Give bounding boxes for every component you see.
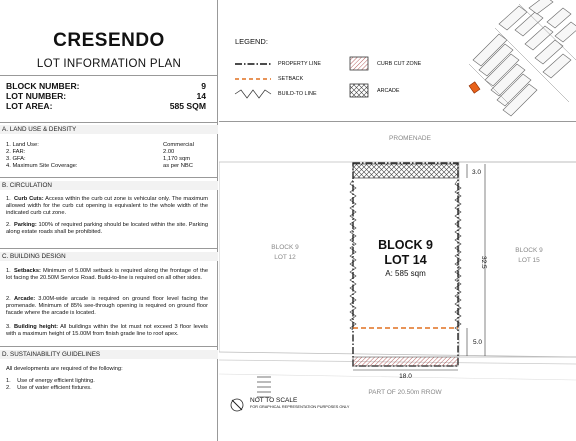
north-arrow-icon <box>231 399 243 411</box>
subject-lot-label: LOT 14 <box>384 253 427 267</box>
arcade-swatch <box>350 84 368 97</box>
sustainability-item: 2. Use of water efficient fixtures. <box>6 385 92 391</box>
key-map <box>459 0 576 122</box>
section-heading-building-design: C. BUILDING DESIGN <box>0 252 218 261</box>
site-coverage-row: 4. Maximum Site Coverage: as per NBC <box>6 163 193 169</box>
summary-lot-area: LOT AREA: 585 SQM <box>6 101 206 111</box>
lot-12-block: BLOCK 9 <box>271 244 299 251</box>
lot-15-label: LOT 15 <box>518 257 540 264</box>
divider <box>0 122 218 123</box>
legend-property-line: PROPERTY LINE <box>278 61 321 67</box>
legend-symbols <box>219 0 459 122</box>
land-use-row: 1. Land Use: Commercial <box>6 142 194 148</box>
divider <box>0 248 218 249</box>
section-heading-circulation: B. CIRCULATION <box>0 181 218 190</box>
legend-title: LEGEND: <box>235 37 268 46</box>
divider <box>0 75 218 76</box>
curb-cut-zone <box>353 357 458 366</box>
dim-depth: 32.5 <box>480 256 487 269</box>
far-row: 2. FAR: 2.00 <box>6 149 175 155</box>
plan-subtitle: LOT INFORMATION PLAN <box>36 58 182 70</box>
dim-width: 18.0 <box>399 373 412 380</box>
graphical-note: FOR GRAPHICAL REPRESENTATION PURPOSES ONLY <box>250 405 350 409</box>
lot-15-block: BLOCK 9 <box>515 247 543 254</box>
promenade-label: PROMENADE <box>389 135 431 142</box>
gfa-row: 3. GFA: 1,170 sqm <box>6 156 191 162</box>
project-title: CRESENDO <box>53 30 165 51</box>
legend-setback: SETBACK <box>278 76 304 82</box>
dim-arcade: 3.0 <box>472 169 482 176</box>
sustainability-item: 1. Use of energy efficient lighting. <box>6 378 95 384</box>
curb-cut-swatch <box>350 57 368 70</box>
summary-lot-number: LOT NUMBER: 14 <box>6 91 206 101</box>
building-item-setbacks: 1. Setbacks: Minimum of 5.00M setback is required along the frontage of the lot facing the 20.50M Service Road. Build-to-line is required on all other sides. <box>6 268 208 281</box>
road-label: PART OF 20.50m RROW <box>368 389 442 396</box>
building-item-height: 3. Building height: All buildings within the lot must not exceed 3 floor levels with a maximum height of 15.00M from finish grade line to roof apex. <box>6 324 208 337</box>
divider <box>0 346 218 347</box>
lot-info-panel <box>0 0 218 441</box>
building-item-arcade: 2. Arcade: 3.00M-wide arcade is required on ground floor level facing the promenade. Minimum of 85% see-through opening is required on ground floor facade where the arcade is located. <box>6 296 208 316</box>
legend-build-to-line: BUILD-TO LINE <box>278 91 317 97</box>
section-heading-sustainability: D. SUSTAINABILITY GUIDELINES <box>0 350 218 359</box>
circulation-item-curb-cuts: 1. Curb Cuts: Access within the curb cut zone is vehicular only. The maximum allowed width for the curb cut opening is equivalent to the whole width of the indicated curb cut zone. <box>6 196 208 216</box>
build-to-line-symbol <box>235 90 271 98</box>
section-heading-land-use: A. LAND USE & DENSITY <box>0 125 218 134</box>
lot-12-label: LOT 12 <box>274 254 296 261</box>
divider <box>0 177 218 178</box>
circulation-item-parking: 2. Parking: 100% of required parking should be located within the site. Parking along estate roads shall be prohibited. <box>6 222 208 235</box>
subject-block-label: BLOCK 9 <box>378 238 433 252</box>
not-to-scale-label: NOT TO SCALE <box>250 397 298 404</box>
dim-setback: 5.0 <box>473 339 483 346</box>
sustainability-intro: All developments are required of the following: <box>6 366 123 372</box>
legend-arcade: ARCADE <box>377 88 400 94</box>
summary-block-number: BLOCK NUMBER: 9 <box>6 81 206 91</box>
legend-curb-cut-zone: CURB CUT ZONE <box>377 61 422 67</box>
subject-area-label: A: 585 sqm <box>385 269 426 278</box>
arcade-zone <box>353 164 458 178</box>
